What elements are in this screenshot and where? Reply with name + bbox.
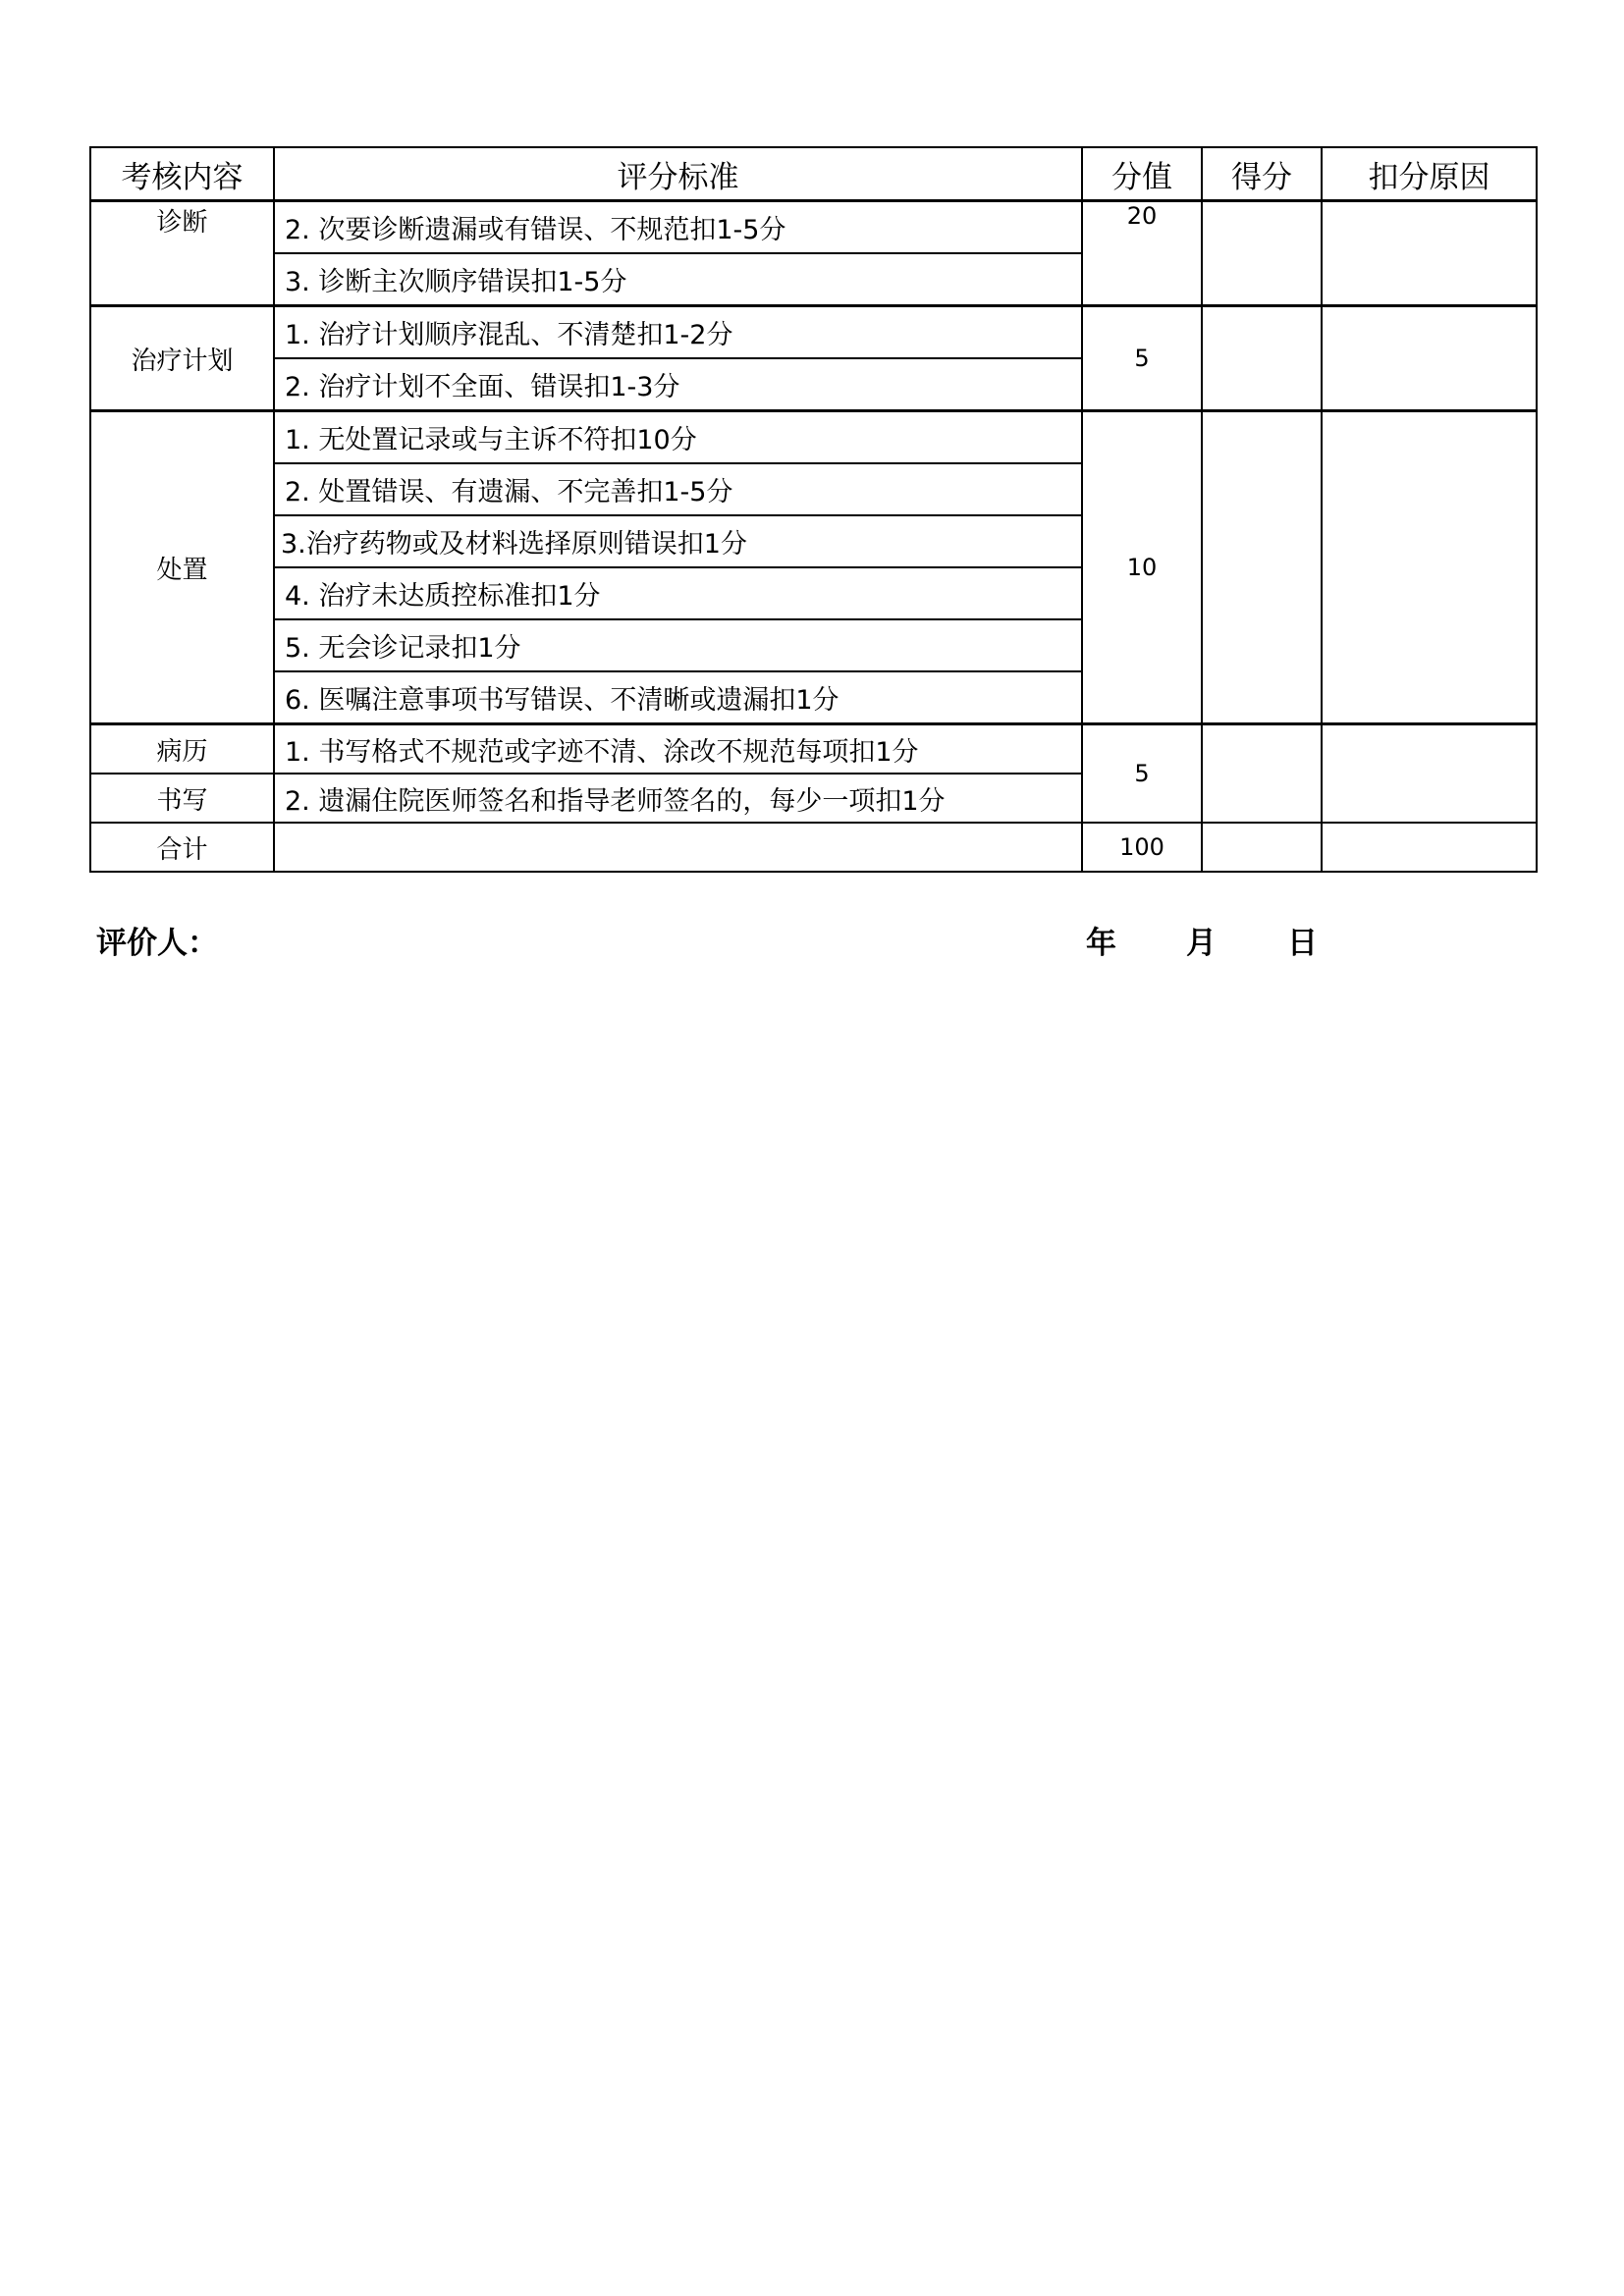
reason-cell[interactable] (1322, 306, 1537, 411)
criteria-item: 1. 无处置记录或与主诉不符扣10分 (274, 411, 1082, 464)
score-cell[interactable] (1202, 201, 1322, 306)
date-month: 月 (1186, 926, 1217, 961)
score-cell[interactable] (1202, 823, 1322, 872)
score-cell[interactable] (1202, 411, 1322, 724)
criteria-item: 2. 治疗计划不全面、错误扣1-3分 (274, 358, 1082, 411)
reason-cell[interactable] (1322, 724, 1537, 824)
header-score: 得分 (1202, 147, 1322, 201)
total-label: 合计 (90, 823, 274, 872)
criteria-item: 2. 遗漏住院医师签名和指导老师签名的，每少一项扣1分 (274, 774, 1082, 823)
header-points: 分值 (1082, 147, 1202, 201)
criteria-item: 3.治疗药物或及材料选择原则错误扣1分 (274, 515, 1082, 567)
date-year: 年 (1086, 926, 1116, 961)
criteria-item: 4. 治疗未达质控标准扣1分 (274, 567, 1082, 619)
criteria-item: 5. 无会诊记录扣1分 (274, 619, 1082, 671)
points-disposal: 10 (1082, 411, 1202, 724)
category-records-line2: 书写 (90, 774, 274, 823)
date-day: 日 (1287, 926, 1318, 961)
total-points: 100 (1082, 823, 1202, 872)
evaluator-label: 评价人： (96, 926, 218, 961)
header-content: 考核内容 (90, 147, 274, 201)
table-row-total (90, 823, 1537, 872)
table-row (90, 411, 1537, 464)
header-row (90, 147, 1537, 201)
criteria-item: 1. 书写格式不规范或字迹不清、涂改不规范每项扣1分 (274, 724, 1082, 774)
category-diagnosis: 诊断 (90, 201, 274, 306)
table-row (90, 201, 1537, 254)
category-records-line1: 病历 (90, 724, 274, 774)
header-reason: 扣分原因 (1322, 147, 1537, 201)
reason-cell[interactable] (1322, 411, 1537, 724)
points-diagnosis: 20 (1082, 201, 1202, 306)
category-disposal: 处置 (90, 411, 274, 724)
header-criteria: 评分标准 (274, 147, 1082, 201)
criteria-item: 2. 次要诊断遗漏或有错误、不规范扣1-5分 (274, 201, 1082, 254)
score-cell[interactable] (1202, 306, 1322, 411)
category-treatment-plan: 治疗计划 (90, 306, 274, 411)
criteria-item: 1. 治疗计划顺序混乱、不清楚扣1-2分 (274, 306, 1082, 359)
reason-cell[interactable] (1322, 823, 1537, 872)
score-cell[interactable] (1202, 724, 1322, 824)
table-row (90, 724, 1537, 774)
total-criteria-cell (274, 823, 1082, 872)
criteria-item: 6. 医嘱注意事项书写错误、不清晰或遗漏扣1分 (274, 671, 1082, 724)
criteria-item: 3. 诊断主次顺序错误扣1-5分 (274, 253, 1082, 306)
evaluation-table (89, 146, 1538, 873)
table-row (90, 306, 1537, 359)
points-treatment-plan: 5 (1082, 306, 1202, 411)
reason-cell[interactable] (1322, 201, 1537, 306)
criteria-item: 2. 处置错误、有遗漏、不完善扣1-5分 (274, 463, 1082, 515)
points-records: 5 (1082, 724, 1202, 824)
